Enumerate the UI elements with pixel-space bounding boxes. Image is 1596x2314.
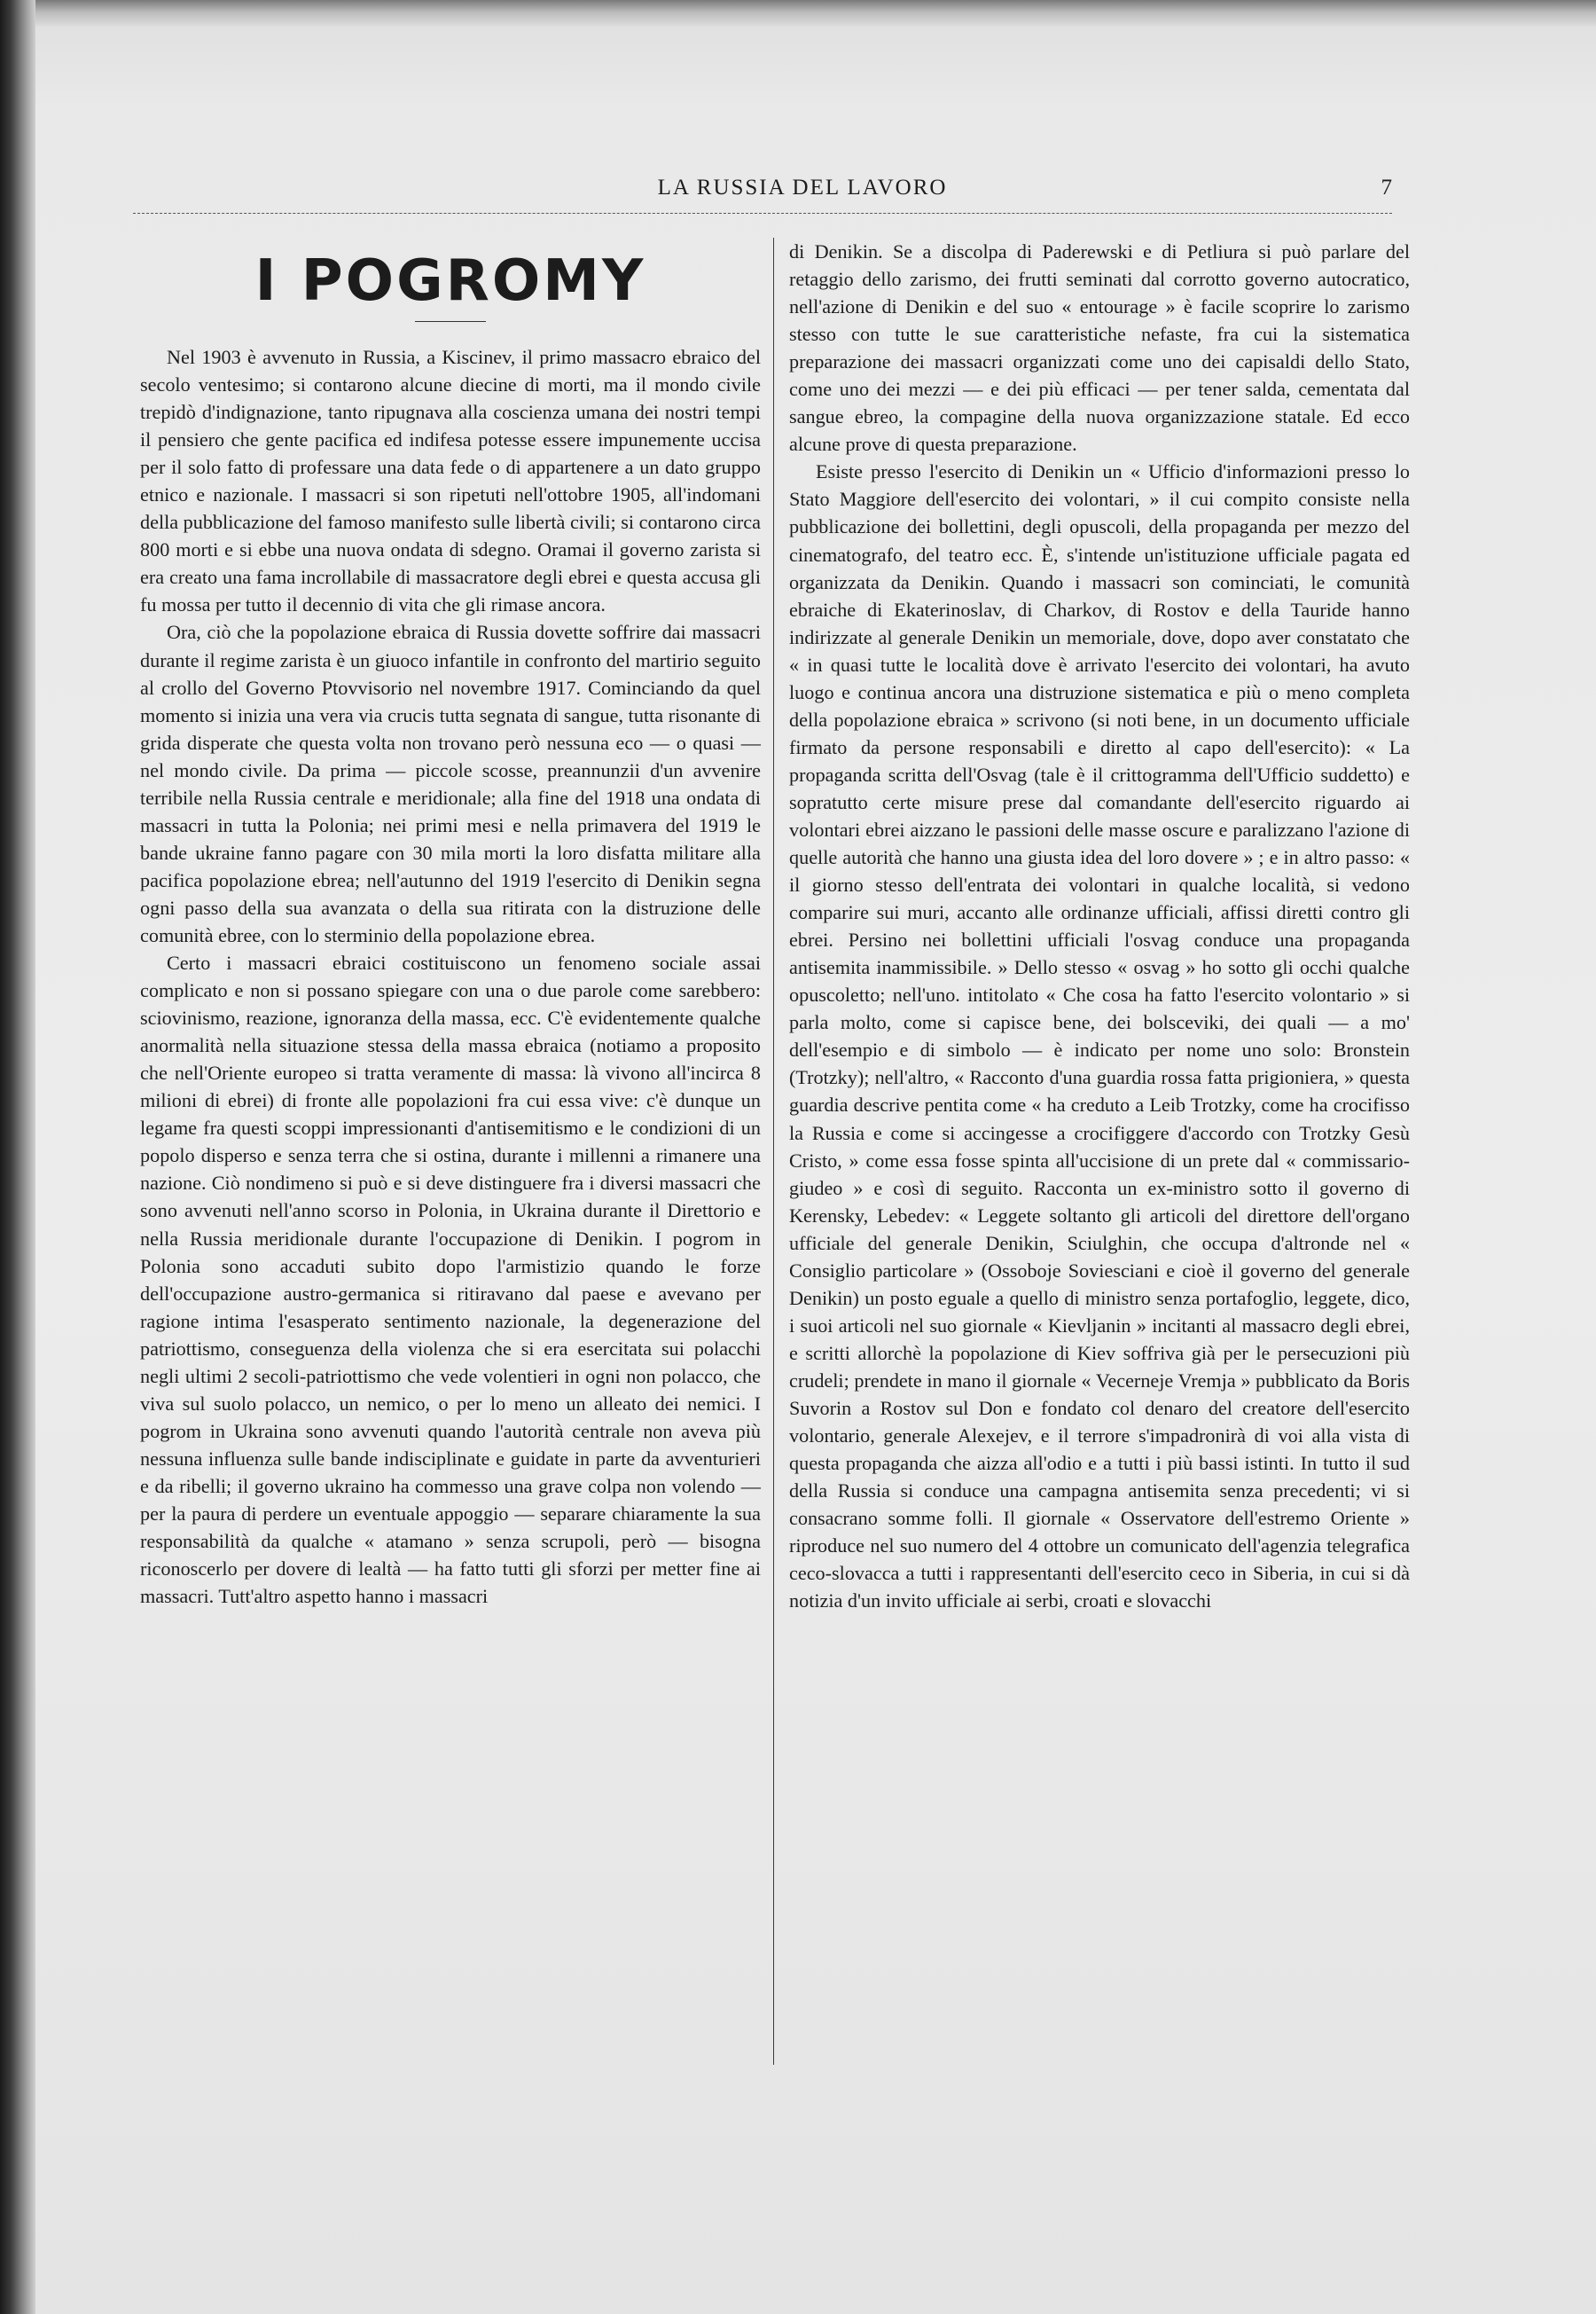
binding-edge [0,0,35,2314]
page-top-edge [0,0,1596,27]
right-paragraph-1: di Denikin. Se a discolpa di Paderewski e di Petliura si può parlare del retaggio dello zarismo, dei frutti seminati dal corrotto governo autocratico, nell'azione di Denikin e del suo « entourage » è facile scoprire lo zarismo stesso con tutte le sue caratteristiche nefaste, fra cui la sistematica preparazione dei massacri organizzati come uno dei capisaldi dello Stato, come uno dei mezzi — e dei più efficaci — per tener salda, cementata dal sangue ebreo, la compagine della nuova organizzazione statale. Ed ecco alcune prove di questa preparazione. [789,240,1410,456]
left-paragraph-3: Certo i massacri ebraici costituiscono un fenomeno sociale assai complicato e non si possano spiegare con una o due parole come sarebbero: sciovinismo, reazione, ignoranza della massa, ecc. C'è evidentemente qualche anormalità nella situazione stessa della massa ebraica (notiamo a proposito che nell'Oriente europeo si tratta veramente di massa: là vivono all'incirca 8 milioni di ebrei) di fronte alle popolazioni fra cui essa vive: c'è dunque un legame fra questi scoppi impressionanti d'antisemitismo e le condizioni di un popolo disperso e senza terra che si ostina, durante i millenni a rimanere una nazione. Ciò nondimeno si può e si deve distinguere fra i diversi massacri che sono avvenuti nell'anno scorso in Polonia, in Ukraina durante il Direttorio e nella Russia meridionale durante l'occupazione di Denikin. I pogrom in Polonia sono accaduti subito dopo l'armistizio quando le forze dell'occupazione austro-germanica si ritiravano dal paese e avevano per ragione intima l'esasperato sentimento nazionale, la degenerazione del patriottismo, conseguenza della violenza che si era esercitata sui polacchi negli ultimi 2 secoli-patriottismo che vede volentieri in ogni non polacco, che viva sul suolo polacco, un nemico, o per lo meno un alleato dei nemici. I pogrom in Ukraina sono avvenuti quando l'autorità centrale non aveva più nessuna influenza sulle bande indisciplinate e guidate in parte da avventurieri e da ribelli; il governo ukraino ha commesso una grave colpa non volendo — per la paura di perdere un eventuale appoggio — separare chiaramente la sua responsabilità da qualche « atamano » senza scrupoli, però — bisogna riconoscerlo per dovere di lealtà — ha fatto tutti gli sforzi per metter fine ai massacri. Tutt'altro aspetto hanno i massacri [140,952,761,1608]
running-header [213,176,1392,211]
left-paragraph-2: Ora, ciò che la popolazione ebraica di Russia dovette soffrire dai massacri durante il regime zarista è un giuoco infantile in confronto del martirio seguito al crollo del Governo Ptovvisorio nel novembre 1917. Cominciando da quel momento si inizia una vera via crucis tutta segnata di sangue, tutta risonante di grida disperate che questa volta non trovano però nessuna eco — o quasi — nel mondo civile. Da prima — piccole scosse, preannunzii d'un avvenire terribile nella Russia centrale e meridionale; alla fine del 1918 una ondata di massacri in tutta la Polonia; nei primi mesi e nella primavera del 1919 le bande ukraine fanno pagare con 30 mila morti la loro disfatta militare alla pacifica popolazione ebrea; nell'autunno del 1919 l'esercito di Denikin segna ogni passo della sua avanzata o della sua ritirata con la distruzione delle comunità ebree, con lo sterminio della popolazione ebrea. [140,621,761,946]
page-number: 7 [1381,176,1392,200]
article-title: I POGROMY [254,248,646,314]
title-rule [415,321,486,322]
column-rule [773,238,774,2065]
right-column [789,238,1410,1614]
left-column [140,238,761,1610]
left-paragraph-1: Nel 1903 è avvenuto in Russia, a Kiscinev, il primo massacro ebraico del secolo ventesimo; si contarono alcune diecine di morti, ma il mondo civile trepidò d'indignazione, tanto ripugnava alla coscienza umana dei nostri tempi il pensiero che gente pacifica ed indifesa potesse essere impunemente uccisa per il solo fatto di professare una data fede o di appartenere a un dato gruppo etnico e nazionale. I massacri si son ripetuti nell'ottobre 1905, all'indomani della pubblicazione del famoso manifesto sulle libertà civili; si contarono circa 800 morti e si ebbe una nuova ondata di sdegno. Oramai il governo zarista si era creato una fama incrollabile di massacratore degli ebrei e questa accusa gli fu mossa per tutto il decennio di vita che gli rimase ancora. [140,346,761,616]
header-rule [133,213,1392,214]
running-title: LA RUSSIA DEL LAVORO [657,176,948,200]
right-paragraph-2: Esiste presso l'esercito di Denikin un « Ufficio d'informazioni presso lo Stato Maggiore dell'esercito dei volontari, » il cui compito consiste nella pubblicazione dei bollettini, degli opuscoli, della propaganda per mezzo del cinematografo, del teatro ecc. È, s'intende un'istituzione ufficiale pagata ed organizzata da Denikin. Quando i massacri son cominciati, le comunità ebraiche di Ekaterinoslav, di Charkov, di Rostov e della Tauride hanno indirizzate al generale Denikin un memoriale, dove, dopo aver constatato che « in quasi tutte le località dove è arrivato l'esercito dei volontari, ha avuto luogo e continua ancora una distruzione sistematica e più o meno completa della popolazione ebraica » scrivono (si noti bene, in un documento ufficiale firmato da persone responsabili e diretto al capo dell'esercito): « La propaganda scritta dell'Osvag (tale è il crittogramma dell'Ufficio suddetto) e sopratutto certe misure prese dal comandante dell'esercito riguardo ai volontari ebrei aizzano le passioni delle masse oscure e paralizzano l'azione di quelle autorità che hanno una giusta idea del loro dovere » ; e in altro passo: « il giorno stesso dell'entrata dei volontari in qualche località, si vedono comparire sui muri, accanto alle ordinanze ufficiali, affissi diretti contro gli ebrei. Persino nei bollettini ufficiali l'osvag conduce una propaganda antisemita inammissibile. » Dello stesso « osvag » ho sotto gli occhi qualche opuscoletto; nell'uno. intitolato « Che cosa ha fatto l'esercito volontario » si parla molto, come si capisce bene, dei bolsceviki, dei quali — a mo' dell'esempio e di simbolo — è indicato per nome uno solo: Bronstein (Trotzky); nell'altro, « Racconto d'una guardia rossa fatta prigioniera, » questa guardia descrive pentita come « ha creduto a Leib Trotzky, come ha crocifisso la Russia e come si accingesse a crocifiggere d'accordo con Trotzky Gesù Cristo, » come essa fosse spinta all'uccisione di un prete dal « commissario-giudeo » e così di seguito. Racconta un ex-ministro sotto il governo di Kerensky, Lebedev: « Leggete soltanto gli articoli del direttore dell'organo ufficiale del generale Denikin, Sciulghin, che occupa d'altronde nel « Consiglio particolare » (Ossoboje Soviesciani e cioè il governo del generale Denikin) un posto eguale a quello di ministro senza portafoglio, leggete, dico, i suoi articoli nel suo giornale « Kievljanin » incitanti al massacro degli ebrei, e scritti allorchè la popolazione di Kiev soffriva già per le persecuzioni più crudeli; prendete in mano il giornale « Vecerneje Vremja » pubblicato da Boris Suvorin a Rostov sul Don e fondato col denaro del creatore dell'esercito volontario, generale Alexejev, e il terrore s'impadronirà di voi alla vista di questa propaganda che aizza all'odio e a tutti i più bassi istinti. In tutto il sud della Russia si conduce una campagna antisemita senza precedenti; vi si consacrano somme folli. Il giornale « Osservatore dell'estremo Oriente » riproduce nel suo numero del 4 ottobre un comunicato dell'agenzia telegrafica ceco-slovacca a tutti i rappresentanti dell'esercito ceco in Siberia, in cui si dà notizia d'un invito ufficiale ai serbi, croati e slovacchi [789,460,1410,1612]
